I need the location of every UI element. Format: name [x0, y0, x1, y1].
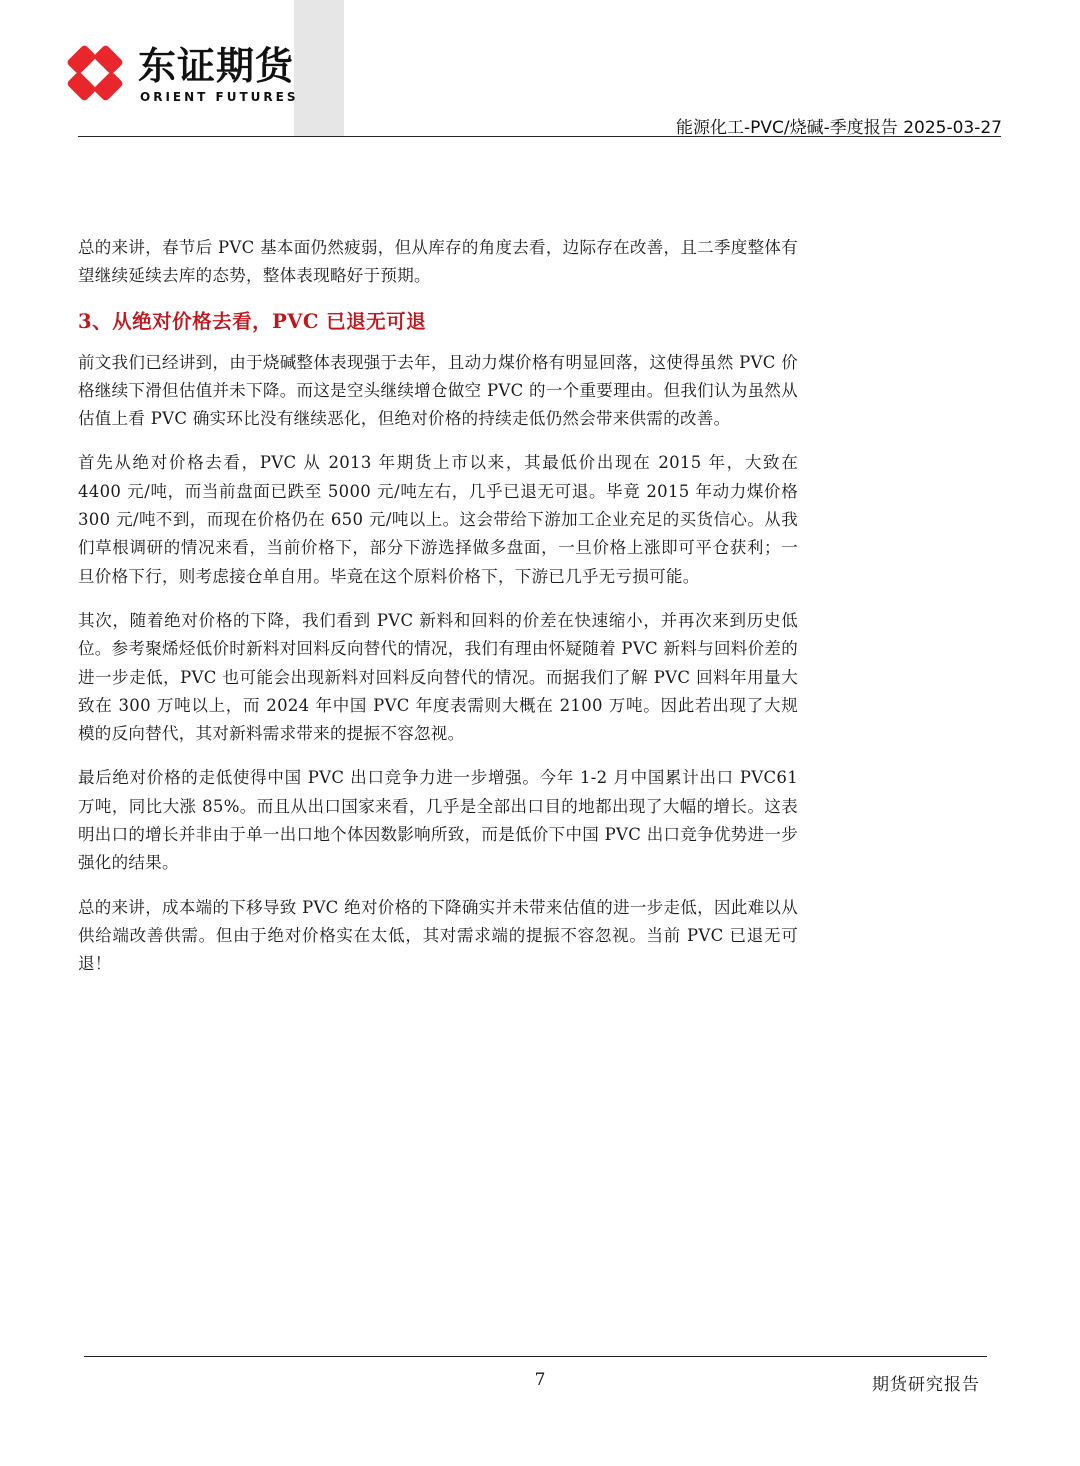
- body-paragraph: 首先从绝对价格去看，PVC 从 2013 年期货上市以来，其最低价出现在 2015 年，大致在 4400 元/吨，而当前盘面已跌至 5000 元/吨左右，几乎已退无可退。毕竟 2015 年动力煤价格 300 元/吨不到，而现在价格仍在 650 元/吨以上。这会带给下游加工企业充足的买货信心。从我们草根调研的情况来看，当前价格下，部分下游选择做多盘面，一旦价格上涨即可平仓获利；一旦价格下行，则考虑接仓单自用。毕竟在这个原料价格下，下游已几乎无亏损可能。: [78, 453, 798, 586]
- body-paragraph: 最后绝对价格的走低使得中国 PVC 出口竞争力进一步增强。今年 1-2 月中国累计出口 PVC61 万吨，同比大涨 85%。而且从出口国家来看，几乎是全部出口目的地都出现了大幅的增长。这表明出口的增长并非由于单一出口地个体因数影响所致，而是低价下中国 PVC 出口竞争优势进一步强化的结果。: [78, 768, 798, 873]
- intro-paragraph: 总的来讲，春节后 PVC 基本面仍然疲弱，但从库存的角度去看，边际存在改善，且二季度整体有望继续延续去库的态势，整体表现略好于预期。: [78, 238, 798, 286]
- body-paragraph: 总的来讲，成本端的下移导致 PVC 绝对价格的下降确实并未带来估值的进一步走低，因此难以从供给端改善供需。但由于绝对价格实在太低，其对需求端的提振不容忽视。当前 PVC 已退无可退！: [78, 897, 798, 974]
- report-body: [78, 234, 798, 995]
- header-divider: [78, 136, 1001, 137]
- body-paragraph: 前文我们已经讲到，由于烧碱整体表现强于去年，且动力煤价格有明显回落，这使得虽然 PVC 价格继续下滑但估值并未下降。而这是空头继续增仓做空 PVC 的一个重要理由。但我们认为虽然从估值上看 PVC 确实环比没有继续恶化，但绝对价格的持续走低仍然会带来供需的改善。: [78, 352, 798, 429]
- logo-chinese-name: 东证期货: [138, 44, 295, 88]
- section-heading: 3、从绝对价格去看，PVC 已退无可退: [78, 309, 427, 333]
- report-title: 能源化工-PVC/烧碱-季度报告 2025-03-27: [676, 118, 1002, 138]
- page-number: 7: [534, 1370, 546, 1390]
- header-gray-bar: [294, 0, 344, 137]
- logo-english-name: ORIENT FUTURES: [140, 90, 299, 104]
- orient-futures-logo: [62, 40, 299, 110]
- orient-logo-icon: [62, 40, 128, 106]
- footer-divider: [84, 1356, 987, 1357]
- footer-label: 期货研究报告: [872, 1375, 980, 1395]
- body-paragraph: 其次，随着绝对价格的下降，我们看到 PVC 新料和回料的价差在快速缩小，并再次来到历史低位。参考聚烯烃低价时新料对回料反向替代的情况，我们有理由怀疑随着 PVC 新料与回料价差的进一步走低，PVC 也可能会出现新料对回料反向替代的情况。而据我们了解 PVC 回料年用量大致在 300 万吨以上，而 2024 年中国 PVC 年度表需则大概在 2100 万吨。因此若出现了大规模的反向替代，其对新料需求带来的提振不容忽视。: [78, 610, 798, 744]
